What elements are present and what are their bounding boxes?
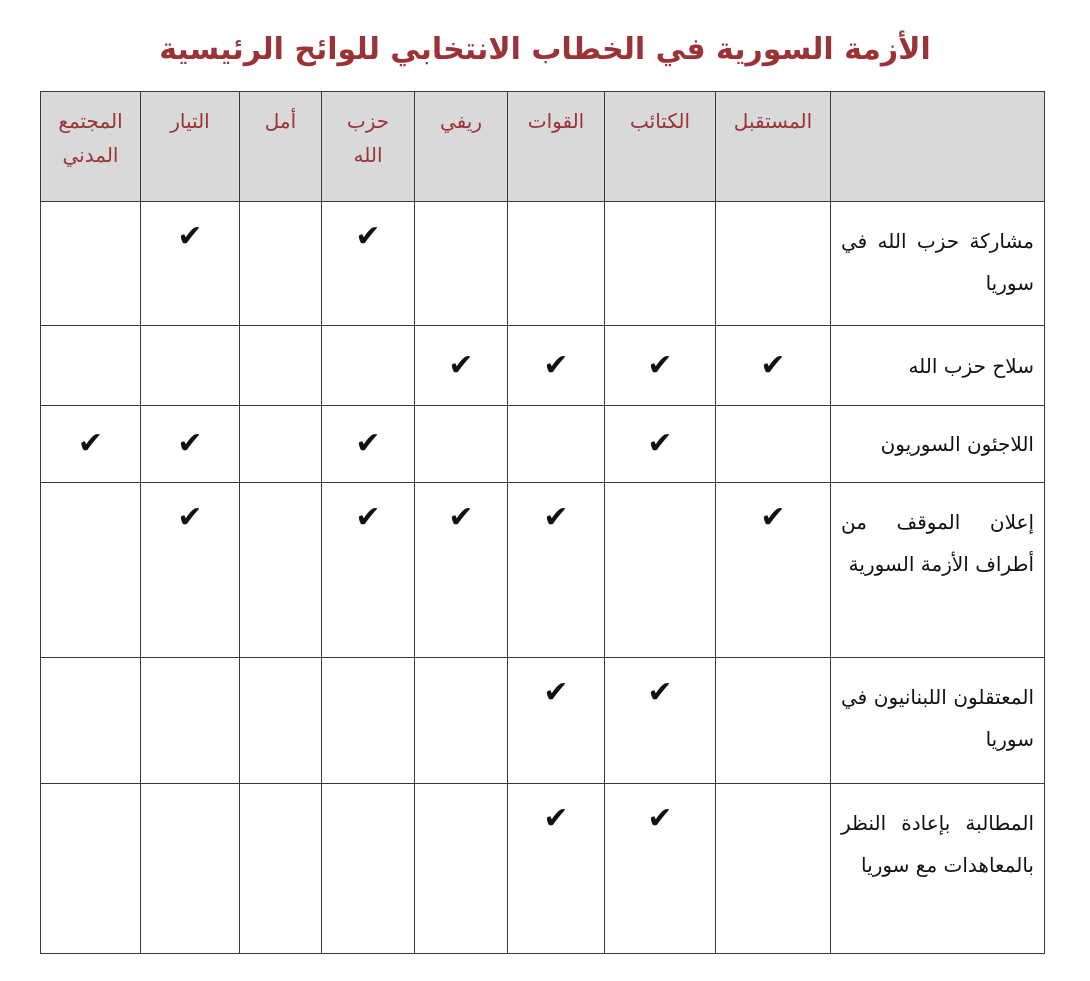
check-cell bbox=[322, 406, 415, 483]
topic-label: سلاح حزب الله bbox=[831, 326, 1045, 406]
check-cell bbox=[508, 406, 605, 483]
page-title: الأزمة السورية في الخطاب الانتخابي للوائح الرئيسية bbox=[159, 32, 931, 67]
party-header bbox=[240, 92, 322, 202]
check-cell bbox=[41, 784, 141, 954]
check-cell bbox=[141, 658, 240, 784]
check-cell bbox=[240, 406, 322, 483]
check-cell bbox=[41, 406, 141, 483]
topic-label: المعتقلون اللبنانيون في سوريا bbox=[831, 658, 1045, 784]
check-cell bbox=[415, 483, 508, 658]
party-header bbox=[41, 92, 141, 202]
check-cell bbox=[41, 658, 141, 784]
check-cell bbox=[322, 784, 415, 954]
check-icon: ✔ bbox=[177, 500, 203, 535]
party-header bbox=[605, 92, 716, 202]
party-label: حزب الله bbox=[346, 109, 390, 167]
check-cell bbox=[141, 326, 240, 406]
check-cell bbox=[605, 483, 716, 658]
party-header bbox=[716, 92, 831, 202]
check-cell bbox=[605, 658, 716, 784]
check-icon: ✔ bbox=[543, 675, 569, 710]
check-icon: ✔ bbox=[77, 426, 104, 461]
table-row bbox=[41, 326, 1045, 406]
table-body bbox=[41, 202, 1045, 954]
check-icon: ✔ bbox=[543, 801, 569, 836]
check-cell bbox=[322, 202, 415, 326]
check-cell bbox=[240, 658, 322, 784]
table-row bbox=[41, 784, 1045, 954]
check-cell bbox=[508, 202, 605, 326]
topic-label: مشاركة حزب الله في سوريا bbox=[831, 202, 1045, 326]
check-cell bbox=[141, 406, 240, 483]
table-row bbox=[41, 406, 1045, 483]
check-cell bbox=[322, 326, 415, 406]
check-icon: ✔ bbox=[543, 347, 569, 383]
check-cell bbox=[508, 483, 605, 658]
check-cell bbox=[141, 202, 240, 326]
header-row bbox=[41, 92, 1045, 202]
check-cell bbox=[415, 202, 508, 326]
check-icon: ✔ bbox=[543, 500, 569, 535]
check-cell bbox=[605, 326, 716, 406]
check-cell bbox=[240, 483, 322, 658]
party-label: ريفي bbox=[439, 109, 482, 133]
check-icon: ✔ bbox=[355, 219, 381, 254]
party-label: المستقبل bbox=[733, 109, 813, 133]
check-cell bbox=[41, 326, 141, 406]
check-cell bbox=[41, 483, 141, 658]
check-icon: ✔ bbox=[448, 347, 474, 383]
check-cell bbox=[141, 483, 240, 658]
check-icon: ✔ bbox=[647, 801, 673, 836]
check-cell bbox=[716, 483, 831, 658]
check-icon: ✔ bbox=[355, 500, 381, 535]
party-label: التيار bbox=[170, 109, 210, 133]
check-cell bbox=[141, 784, 240, 954]
party-label: المجتمع المدني bbox=[58, 109, 123, 167]
check-cell bbox=[415, 326, 508, 406]
check-cell bbox=[508, 784, 605, 954]
check-cell bbox=[240, 202, 322, 326]
check-cell bbox=[41, 202, 141, 326]
check-cell bbox=[716, 202, 831, 326]
check-cell bbox=[508, 658, 605, 784]
check-icon: ✔ bbox=[760, 500, 786, 535]
check-icon: ✔ bbox=[647, 675, 673, 710]
table-row bbox=[41, 202, 1045, 326]
topic-label: إعلان الموقف من أطراف الأزمة السورية bbox=[831, 483, 1045, 658]
party-header bbox=[141, 92, 240, 202]
check-cell bbox=[605, 202, 716, 326]
check-icon: ✔ bbox=[448, 500, 474, 535]
party-label: القوات bbox=[527, 109, 585, 133]
check-icon: ✔ bbox=[760, 347, 786, 383]
check-cell bbox=[716, 784, 831, 954]
topic-label: اللاجئون السوريون bbox=[831, 406, 1045, 483]
check-cell bbox=[240, 784, 322, 954]
check-cell bbox=[716, 326, 831, 406]
check-cell bbox=[716, 658, 831, 784]
check-cell bbox=[415, 784, 508, 954]
check-icon: ✔ bbox=[177, 219, 203, 254]
check-cell bbox=[415, 658, 508, 784]
party-label: أمل bbox=[264, 109, 297, 133]
topic-label: المطالبة بإعادة النظر بالمعاهدات مع سوريا bbox=[831, 784, 1045, 954]
party-header bbox=[508, 92, 605, 202]
header-corner-cell bbox=[831, 92, 1045, 202]
check-cell bbox=[605, 784, 716, 954]
table-row bbox=[41, 483, 1045, 658]
party-header bbox=[415, 92, 508, 202]
check-icon: ✔ bbox=[647, 426, 673, 461]
check-cell bbox=[716, 406, 831, 483]
party-label: الكتائب bbox=[629, 109, 691, 133]
check-cell bbox=[415, 406, 508, 483]
check-cell bbox=[605, 406, 716, 483]
check-cell bbox=[322, 658, 415, 784]
check-cell bbox=[240, 326, 322, 406]
party-header bbox=[322, 92, 415, 202]
check-icon: ✔ bbox=[355, 426, 381, 461]
check-icon: ✔ bbox=[177, 426, 203, 461]
election-discourse-table bbox=[40, 91, 1045, 954]
check-cell bbox=[508, 326, 605, 406]
table-row bbox=[41, 658, 1045, 784]
check-icon: ✔ bbox=[647, 347, 673, 383]
check-cell bbox=[322, 483, 415, 658]
